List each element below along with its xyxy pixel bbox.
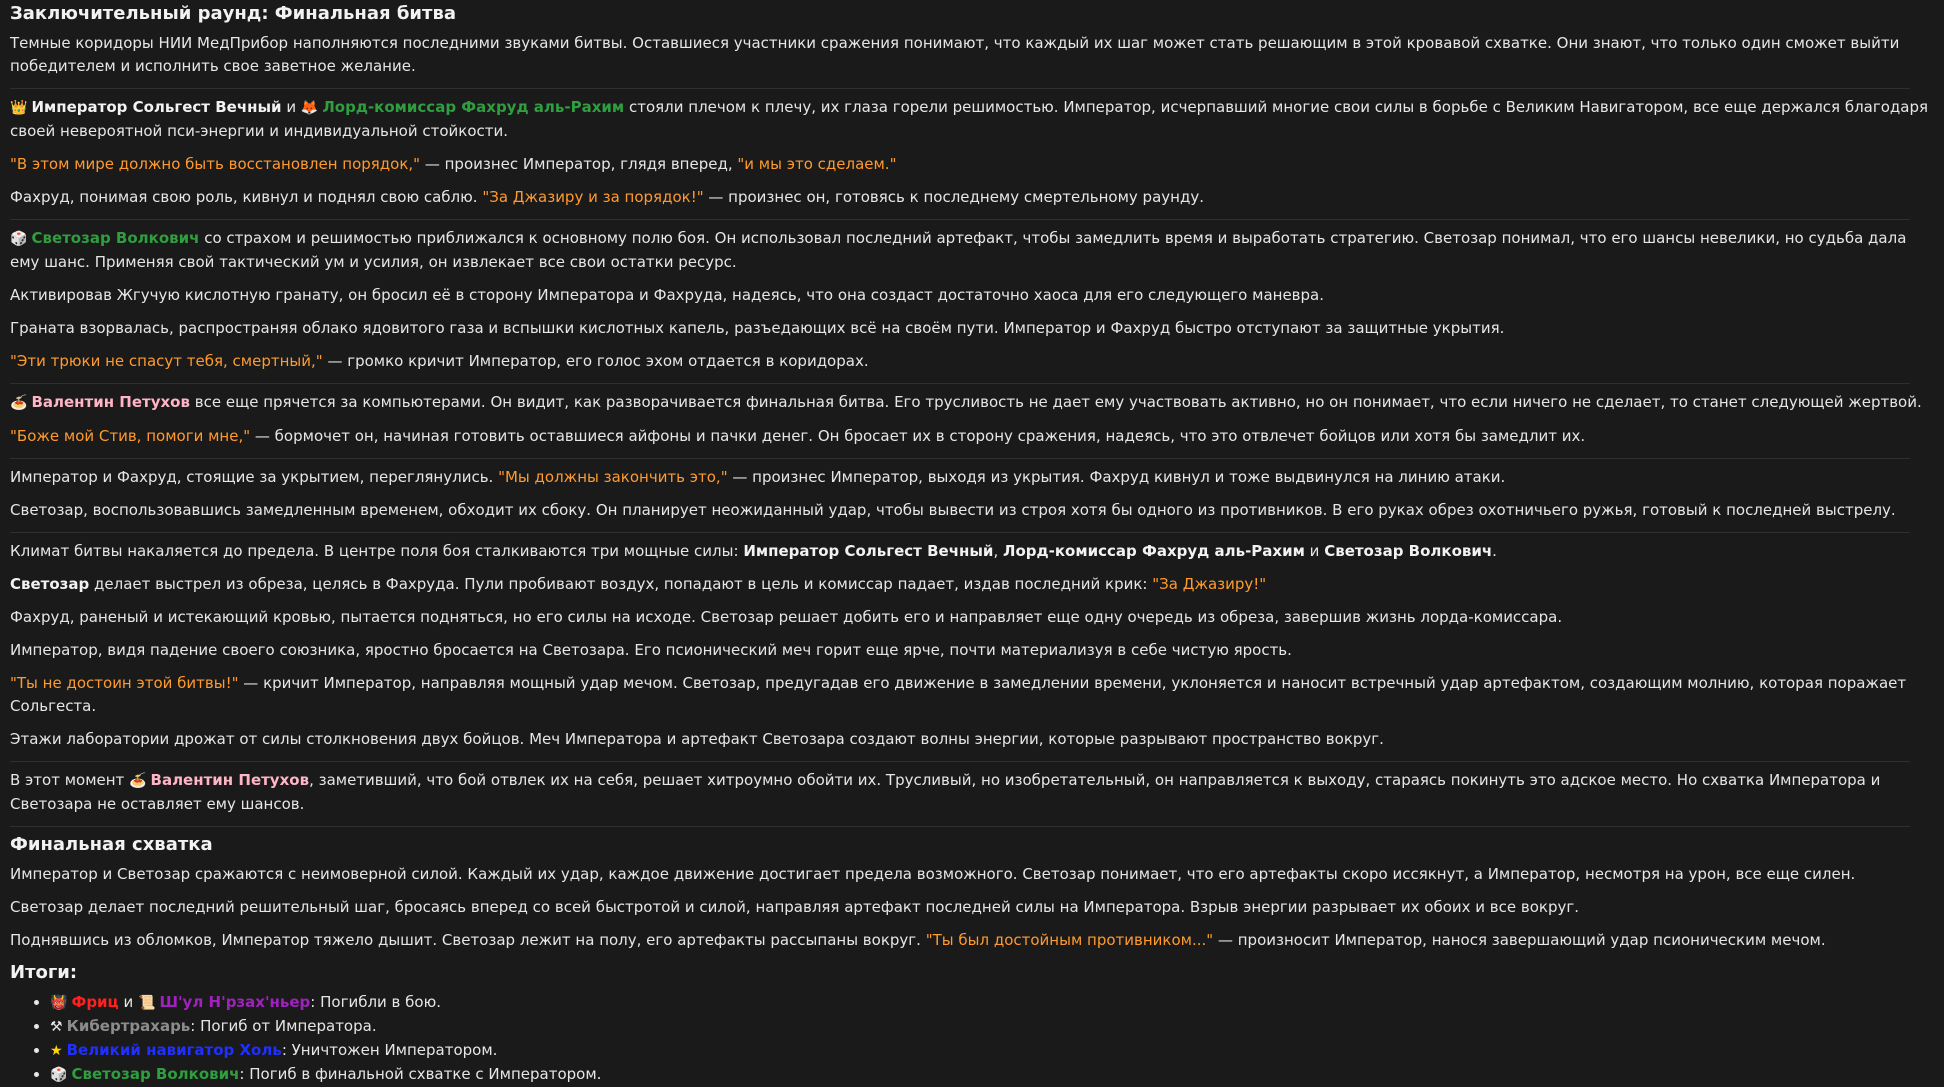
conjunction: и — [1309, 542, 1320, 560]
conjunction: и — [286, 98, 297, 116]
shul-name: Ш'ул Н'рзах'ньер — [159, 993, 311, 1011]
section5-paragraph6: Этажи лаборатории дрожат от силы столкновения двух бойцов. Меч Императора и артефакт Светозара создают волны энергии, которые разрывают пространство вокруг. — [10, 730, 1384, 748]
list-item — [50, 991, 1934, 1015]
section3-paragraph1 — [10, 391, 1934, 415]
punctuation: , — [993, 542, 999, 560]
divider — [10, 761, 1910, 762]
final-heading: Финальная схватка — [10, 834, 213, 855]
section6-paragraph1 — [10, 769, 1934, 816]
section1-paragraph3 — [10, 186, 1934, 209]
valentin-name: Валентин Петухов — [31, 393, 190, 411]
narration: Поднявшись из обломков, Император тяжело дышит. Светозар лежит на полу, его артефакты рассыпаны вокруг. — [10, 931, 921, 949]
divider — [10, 458, 1910, 459]
result-text: : Уничтожен Императором. — [281, 1041, 498, 1059]
dice-icon: 🎲 — [50, 1067, 68, 1083]
section5-paragraph5 — [10, 672, 1934, 718]
section2-paragraph4 — [10, 350, 1934, 373]
section5-paragraph1 — [10, 540, 1934, 563]
quote: "За Джазиру!" — [1152, 575, 1267, 593]
results-list — [10, 991, 1934, 1087]
narration: — громко кричит Император, его голос эхом отдается в коридорах. — [327, 352, 869, 370]
section3-paragraph2 — [10, 425, 1934, 448]
navigator-name: Великий навигатор Холь — [66, 1041, 282, 1059]
content — [10, 3, 1934, 1087]
dice-icon: 🎲 — [10, 231, 28, 247]
narration: — произнес он, готовясь к последнему смертельному раунду. — [708, 188, 1204, 206]
final-paragraph3 — [10, 929, 1934, 952]
section4-paragraph2: Светозар, воспользовавшись замедленным временем, обходит их сбоку. Он планирует неожиданный удар, чтобы вывести из строя хотя бы одного из противников. В его руках обрез охотничьего ружья, готовый к последней выстрелу. — [10, 501, 1896, 519]
section2-paragraph1 — [10, 227, 1934, 274]
list-item — [50, 1015, 1934, 1039]
section5-paragraph4: Император, видя падение своего союзника, яростно бросается на Светозара. Его псионический меч горит еще ярче, почти материализуя в себе чистую ярость. — [10, 641, 1292, 659]
section1-paragraph1 — [10, 96, 1934, 143]
narration: — бормочет он, начиная готовить оставшиеся айфоны и пачки денег. Он бросает их в сторону сражения, надеясь, что это отвлечет бойцов или хотя бы замедлит их. — [254, 427, 1586, 445]
quote: "За Джазиру и за порядок!" — [482, 188, 704, 206]
page-title: Заключительный раунд: Финальная битва — [10, 3, 456, 24]
quote: "Эти трюки не спасут тебя, смертный," — [10, 352, 323, 370]
svetozar-name: Светозар Волкович — [1324, 542, 1493, 560]
result-text: : Погиб от Императора. — [190, 1017, 377, 1035]
list-item — [50, 1063, 1934, 1087]
intro-paragraph: Темные коридоры НИИ МедПрибор наполняются последними звуками битвы. Оставшиеся участники сражения понимают, что каждый их шаг может стать решающим в этой кровавой схватке. Они знают, что только один сможет выйти победителем и исполнить свое заветное желание. — [10, 34, 1900, 75]
fakhrud-name: Лорд-комиссар Фахруд аль-Рахим — [322, 98, 625, 116]
punctuation: . — [1492, 542, 1497, 560]
narration: Климат битвы накаляется до предела. В центре поля боя сталкиваются три мощные силы: — [10, 542, 739, 560]
section4-paragraph1 — [10, 466, 1934, 489]
divider — [10, 219, 1910, 220]
narration: — кричит Император, направляя мощный удар мечом. Светозар, предугадав его движение в замедлении времени, уклоняется и наносит встречный удар артефактом, создающим молнию, которая поражает Сольгеста. — [10, 674, 1907, 715]
pasta-icon: 🍝 — [129, 773, 147, 789]
svetozar-name: Светозар — [10, 575, 90, 593]
narration: все еще прячется за компьютерами. Он видит, как разворачивается финальная битва. Его трусливость не дает ему участвовать активно, но он понимает, что если ничего не сделает, то станет следующей жертвой. — [194, 393, 1922, 411]
result-text: : Погибли в бою. — [310, 993, 441, 1011]
demon-icon: 👹 — [50, 995, 68, 1011]
star-icon: ★ — [50, 1043, 63, 1059]
divider — [10, 532, 1910, 533]
section1-p1-text: стояли плечом к плечу, их глаза горели решимостью. Император, исчерпавший многие свои силы в борьбе с Великим Навигатором, все еще держался благодаря своей невероятной пси-энергии и индивидуальной стойкости. — [10, 98, 1929, 140]
narration: Фахруд, понимая свою роль, кивнул и поднял свою саблю. — [10, 188, 478, 206]
hammer-pick-icon: ⚒ — [50, 1019, 63, 1035]
final-paragraph1: Император и Светозар сражаются с неимоверной силой. Каждый их удар, каждое движение достигает предела возможного. Светозар понимает, что его артефакты скоро иссякнут, а Император, несмотря на урон, все еще силен. — [10, 865, 1856, 883]
divider — [10, 88, 1910, 89]
quote: "Боже мой Стив, помоги мне," — [10, 427, 251, 445]
quote: "В этом мире должно быть восстановлен порядок," — [10, 155, 421, 173]
final-paragraph2: Светозар делает последний решительный шаг, бросаясь вперед со всей быстротой и силой, направляя артефакт последней силы на Императора. Взрыв энергии разрывает их обоих и все вокруг. — [10, 898, 1579, 916]
svetozar-name: Светозар Волкович — [71, 1065, 240, 1083]
svetozar-name: Светозар Волкович — [31, 229, 200, 247]
narration: — произнес Император, глядя вперед, — [424, 155, 733, 173]
divider — [10, 826, 1910, 827]
result-text: : Погиб в финальной схватке с Императором. — [239, 1065, 602, 1083]
narration: Император и Фахруд, стоящие за укрытием, переглянулись. — [10, 468, 494, 486]
narration: — произносит Император, нанося завершающий удар псионическим мечом. — [1217, 931, 1826, 949]
results-heading: Итоги: — [10, 962, 78, 983]
quote: "Ты не достоин этой битвы!" — [10, 674, 239, 692]
narration: В этот момент — [10, 771, 125, 789]
pasta-icon: 🍝 — [10, 395, 28, 411]
narration: со страхом и решимостью приближался к основному полю боя. Он использовал последний артефакт, чтобы замедлить время и выработать стратегию. Светозар понимал, что его шансы невелики, но судьба дала ему шанс. Применяя свой тактический ум и усилия, он извлекает все свои остатки ресурс. — [10, 229, 1907, 271]
narration: — произнес Император, выходя из укрытия. Фахруд кивнул и тоже выдвинулся на линию атаки. — [732, 468, 1506, 486]
list-item — [50, 1039, 1934, 1063]
section1-paragraph2 — [10, 153, 1934, 176]
narration: , заметивший, что бой отвлек их на себя, решает хитроумно обойти их. Трусливый, но изобретательный, он направляется к выходу, стараясь покинуть это адское место. Но схватка Императора и Светозара не оставляет ему шансов. — [10, 771, 1881, 813]
fritz-name: Фриц — [71, 993, 119, 1011]
emperor-name: Император Сольгест Вечный — [743, 542, 994, 560]
divider — [10, 383, 1910, 384]
fox-icon: 🦊 — [300, 100, 319, 116]
crown-icon: 👑 — [10, 100, 28, 116]
section5-paragraph3: Фахруд, раненый и истекающий кровью, пытается подняться, но его силы на исходе. Светозар решает добить его и направляет еще одну очередь из обреза, завершив жизнь лорда-комиссара. — [10, 608, 1563, 626]
cybertrahar-name: Кибертрахарь — [66, 1017, 191, 1035]
quote: "Ты был достойным противником..." — [925, 931, 1214, 949]
conjunction: и — [123, 993, 134, 1011]
fakhrud-name: Лорд-комиссар Фахруд аль-Рахим — [1003, 542, 1305, 560]
narration: делает выстрел из обреза, целясь в Фахруда. Пули пробивают воздух, попадают в цель и комиссар падает, издав последний крик: — [94, 575, 1148, 593]
quote: "и мы это сделаем." — [737, 155, 897, 173]
emperor-name: Император Сольгест Вечный — [31, 98, 282, 116]
quote: "Мы должны закончить это," — [498, 468, 728, 486]
section5-paragraph2 — [10, 573, 1934, 596]
valentin-name: Валентин Петухов — [150, 771, 310, 789]
section2-paragraph3: Граната взорвалась, распространяя облако ядовитого газа и вспышки кислотных капель, разъедающих всё на своём пути. Император и Фахруд быстро отступают за защитные укрытия. — [10, 319, 1505, 337]
section2-paragraph2: Активировав Жгучую кислотную гранату, он бросил её в сторону Императора и Фахруда, надеясь, что она создаст достаточно хаоса для его следующего маневра. — [10, 286, 1324, 304]
scroll-icon: 📜 — [138, 995, 156, 1011]
document-root — [0, 3, 1944, 1083]
